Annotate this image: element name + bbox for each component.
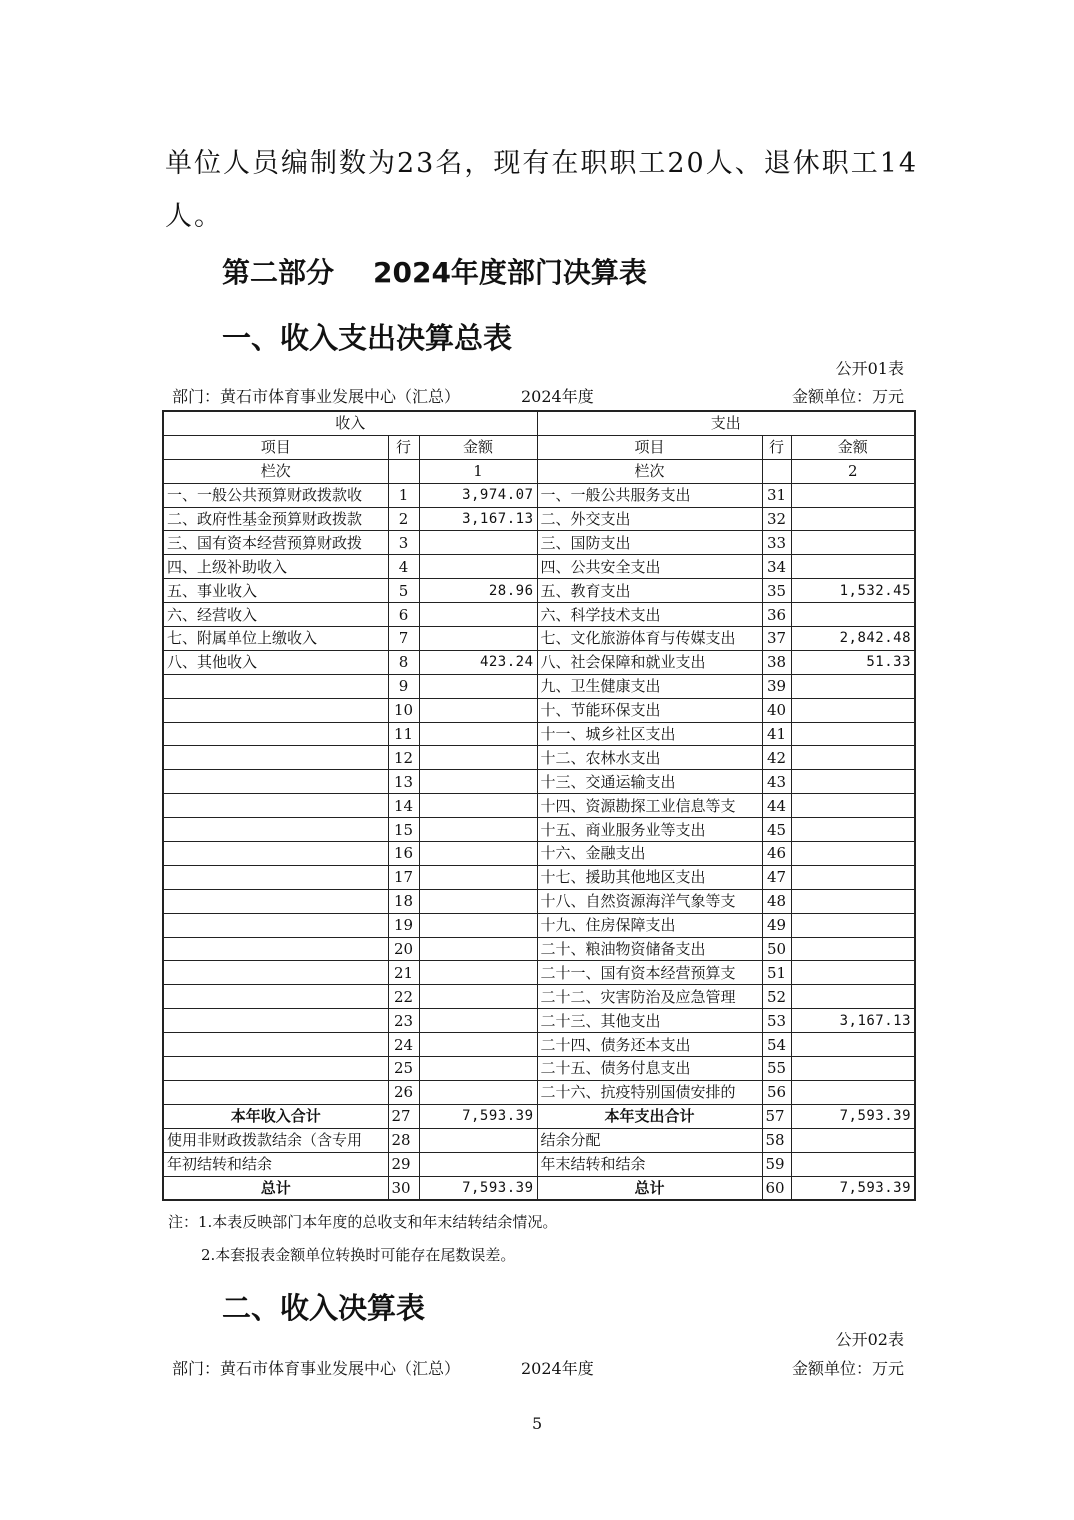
expense-item: 二十一、国有资本经营预算支 (537, 961, 762, 985)
grand-total-row (163, 1176, 915, 1200)
table-note-2: 2.本套报表金额单位转换时可能存在尾数误差。 (201, 1246, 516, 1264)
income-item (163, 1080, 388, 1104)
income-item (163, 818, 388, 842)
table-row (163, 483, 915, 507)
section1-unit: 金额单位：万元 (791, 387, 904, 406)
expense-amount (791, 865, 915, 889)
expense-item: 二十三、其他支出 (537, 1009, 762, 1033)
grand-expense-label: 总计 (537, 1176, 762, 1200)
grand-income-amount: 7,593.39 (419, 1176, 537, 1200)
income-item: 二、政府性基金预算财政拨款 (163, 507, 388, 531)
income-item (163, 913, 388, 937)
income-line: 11 (388, 722, 419, 746)
expense-item: 四、公共安全支出 (537, 555, 762, 579)
income-line: 5 (388, 579, 419, 603)
section1-table-code: 公开01表 (835, 359, 904, 378)
income-amount (419, 746, 537, 770)
expense-line: 38 (762, 650, 791, 674)
expense-amount: 51.33 (791, 650, 915, 674)
income-item: 五、事业收入 (163, 579, 388, 603)
nonfiscal-balance-row (163, 1128, 915, 1152)
income-item (163, 842, 388, 866)
year-income-total-line: 27 (388, 1104, 419, 1128)
income-item (163, 1009, 388, 1033)
expense-line: 44 (762, 794, 791, 818)
expense-amount: 3,167.13 (791, 1009, 915, 1033)
year-expense-total-line: 57 (762, 1104, 791, 1128)
table-row (163, 650, 915, 674)
expense-item: 十五、商业服务业等支出 (537, 818, 762, 842)
income-line: 24 (388, 1033, 419, 1057)
income-item-header: 项目 (163, 435, 388, 459)
section2-title: 二、收入决算表 (222, 1291, 426, 1325)
expense-item: 十二、农林水支出 (537, 746, 762, 770)
expense-line: 39 (762, 674, 791, 698)
income-line: 25 (388, 1057, 419, 1081)
income-amount (419, 627, 537, 651)
income-amount (419, 794, 537, 818)
expense-amount (791, 674, 915, 698)
section2-table-code: 公开02表 (835, 1330, 904, 1349)
income-item (163, 794, 388, 818)
expense-amount: 2,842.48 (791, 627, 915, 651)
table-row (163, 555, 915, 579)
expense-amount (791, 889, 915, 913)
expense-item: 十七、援助其他地区支出 (537, 865, 762, 889)
section1-title: 一、收入支出决算总表 (222, 321, 513, 355)
table-header-group-row (163, 411, 915, 435)
expense-line: 36 (762, 603, 791, 627)
expense-amount (791, 722, 915, 746)
income-item (163, 746, 388, 770)
expense-line: 47 (762, 865, 791, 889)
income-amount (419, 842, 537, 866)
expense-line: 33 (762, 531, 791, 555)
expense-item: 六、科学技术支出 (537, 603, 762, 627)
income-header: 收入 (163, 411, 537, 435)
table-row (163, 818, 915, 842)
income-item (163, 1033, 388, 1057)
income-amount (419, 937, 537, 961)
expense-amount (791, 985, 915, 1009)
table-row (163, 985, 915, 1009)
expense-amount (791, 818, 915, 842)
income-item: 六、经营收入 (163, 603, 388, 627)
expense-line: 53 (762, 1009, 791, 1033)
expense-item: 二十四、债务还本支出 (537, 1033, 762, 1057)
expense-line: 45 (762, 818, 791, 842)
income-line: 2 (388, 507, 419, 531)
expense-amount (791, 913, 915, 937)
table-row (163, 1080, 915, 1104)
income-line: 26 (388, 1080, 419, 1104)
nonfiscal-amount (419, 1128, 537, 1152)
expense-amount (791, 1080, 915, 1104)
end-balance-amount (791, 1152, 915, 1176)
income-amount: 3,974.07 (419, 483, 537, 507)
expense-line: 49 (762, 913, 791, 937)
income-amount (419, 985, 537, 1009)
expense-amount (791, 603, 915, 627)
income-line: 12 (388, 746, 419, 770)
section2-year: 2024年度 (521, 1359, 594, 1378)
income-col-row-blank (388, 459, 419, 483)
income-item (163, 1057, 388, 1081)
expense-item: 二十二、灾害防治及应急管理 (537, 985, 762, 1009)
income-amount: 28.96 (419, 579, 537, 603)
end-balance-label: 年末结转和结余 (537, 1152, 762, 1176)
income-item (163, 674, 388, 698)
expense-line: 42 (762, 746, 791, 770)
expense-item: 二、外交支出 (537, 507, 762, 531)
income-line: 20 (388, 937, 419, 961)
expense-amount-header: 金额 (791, 435, 915, 459)
expense-item: 十一、城乡社区支出 (537, 722, 762, 746)
income-item: 一、一般公共预算财政拨款收 (163, 483, 388, 507)
expense-item: 八、社会保障和就业支出 (537, 650, 762, 674)
carryover-row (163, 1152, 915, 1176)
table-row (163, 627, 915, 651)
table-note-1: 注：1.本表反映部门本年度的总收支和年末结转结余情况。 (168, 1213, 558, 1231)
expense-line: 32 (762, 507, 791, 531)
income-line: 8 (388, 650, 419, 674)
expense-item: 十、节能环保支出 (537, 698, 762, 722)
expense-line: 46 (762, 842, 791, 866)
income-line: 14 (388, 794, 419, 818)
expense-amount (791, 937, 915, 961)
income-amount (419, 1080, 537, 1104)
expense-item: 十八、自然资源海洋气象等支 (537, 889, 762, 913)
begin-balance-label: 年初结转和结余 (163, 1152, 388, 1176)
expense-item: 二十五、债务付息支出 (537, 1057, 762, 1081)
table-row (163, 794, 915, 818)
income-item (163, 985, 388, 1009)
income-line: 15 (388, 818, 419, 842)
expense-row-header: 行 (762, 435, 791, 459)
nonfiscal-label: 使用非财政拨款结余（含专用 (163, 1128, 388, 1152)
year-expense-total-label: 本年支出合计 (537, 1104, 762, 1128)
expense-amount (791, 531, 915, 555)
income-expense-summary-table (162, 410, 916, 1201)
table-row (163, 722, 915, 746)
expense-item: 二十、粮油物资储备支出 (537, 937, 762, 961)
expense-amount (791, 770, 915, 794)
income-amount (419, 1009, 537, 1033)
income-line: 6 (388, 603, 419, 627)
intro-paragraph: 单位人员编制数为23名，现有在职职工20人、退休职工14人。 (165, 148, 919, 232)
expense-amount (791, 483, 915, 507)
income-amount: 3,167.13 (419, 507, 537, 531)
income-col-label: 栏次 (163, 459, 388, 483)
expense-item: 二十六、抗疫特别国债安排的 (537, 1080, 762, 1104)
table-row (163, 842, 915, 866)
expense-line: 50 (762, 937, 791, 961)
expense-line: 37 (762, 627, 791, 651)
income-amount (419, 555, 537, 579)
expense-amount (791, 1057, 915, 1081)
distribution-label: 结余分配 (537, 1128, 762, 1152)
income-amount (419, 531, 537, 555)
section1-year: 2024年度 (521, 387, 594, 406)
nonfiscal-line: 28 (388, 1128, 419, 1152)
column-number-row (163, 459, 915, 483)
expense-line: 41 (762, 722, 791, 746)
income-line: 16 (388, 842, 419, 866)
expense-line: 56 (762, 1080, 791, 1104)
expense-item: 十九、住房保障支出 (537, 913, 762, 937)
expense-line: 35 (762, 579, 791, 603)
table-row (163, 937, 915, 961)
income-item: 四、上级补助收入 (163, 555, 388, 579)
expense-line: 55 (762, 1057, 791, 1081)
income-line: 13 (388, 770, 419, 794)
year-income-total-amount: 7,593.39 (419, 1104, 537, 1128)
distribution-line: 58 (762, 1128, 791, 1152)
expense-item-header: 项目 (537, 435, 762, 459)
expense-amount (791, 1033, 915, 1057)
table-row (163, 603, 915, 627)
income-line: 23 (388, 1009, 419, 1033)
grand-expense-amount: 7,593.39 (791, 1176, 915, 1200)
income-amount: 423.24 (419, 650, 537, 674)
expense-line: 34 (762, 555, 791, 579)
income-line: 1 (388, 483, 419, 507)
expense-line: 52 (762, 985, 791, 1009)
expense-line: 40 (762, 698, 791, 722)
table-row (163, 913, 915, 937)
expense-item: 十六、金融支出 (537, 842, 762, 866)
expense-amount (791, 746, 915, 770)
expense-item: 三、国防支出 (537, 531, 762, 555)
table-header-row (163, 435, 915, 459)
expense-col-number: 2 (791, 459, 915, 483)
grand-income-label: 总计 (163, 1176, 388, 1200)
table-row (163, 507, 915, 531)
table-row (163, 579, 915, 603)
income-amount (419, 865, 537, 889)
income-item: 八、其他收入 (163, 650, 388, 674)
income-item (163, 961, 388, 985)
income-line: 22 (388, 985, 419, 1009)
expense-line: 48 (762, 889, 791, 913)
expense-item: 十三、交通运输支出 (537, 770, 762, 794)
expense-col-label: 栏次 (537, 459, 762, 483)
begin-balance-amount (419, 1152, 537, 1176)
expense-line: 31 (762, 483, 791, 507)
income-line: 3 (388, 531, 419, 555)
expense-item: 十四、资源勘探工业信息等支 (537, 794, 762, 818)
table-row (163, 1009, 915, 1033)
income-row-header: 行 (388, 435, 419, 459)
income-line: 9 (388, 674, 419, 698)
table-row (163, 674, 915, 698)
expense-item: 九、卫生健康支出 (537, 674, 762, 698)
section2-unit: 金额单位：万元 (791, 1359, 904, 1378)
expense-amount (791, 507, 915, 531)
section1-department: 部门：黄石市体育事业发展中心（汇总） (172, 387, 461, 406)
income-item (163, 937, 388, 961)
page-number: 5 (532, 1414, 543, 1433)
expense-amount (791, 555, 915, 579)
income-line: 18 (388, 889, 419, 913)
table-row (163, 1057, 915, 1081)
income-line: 21 (388, 961, 419, 985)
income-item: 七、附属单位上缴收入 (163, 627, 388, 651)
expense-line: 43 (762, 770, 791, 794)
table-row (163, 531, 915, 555)
income-item (163, 722, 388, 746)
income-amount (419, 889, 537, 913)
expense-item: 一、一般公共服务支出 (537, 483, 762, 507)
expense-header: 支出 (537, 411, 915, 435)
expense-item: 七、文化旅游体育与传媒支出 (537, 627, 762, 651)
expense-line: 51 (762, 961, 791, 985)
income-amount (419, 818, 537, 842)
year-income-total-label: 本年收入合计 (163, 1104, 388, 1128)
income-line: 19 (388, 913, 419, 937)
income-item (163, 889, 388, 913)
expense-line: 54 (762, 1033, 791, 1057)
begin-balance-line: 29 (388, 1152, 419, 1176)
expense-item: 五、教育支出 (537, 579, 762, 603)
income-line: 17 (388, 865, 419, 889)
expense-amount (791, 842, 915, 866)
expense-amount (791, 794, 915, 818)
section2-department: 部门：黄石市体育事业发展中心（汇总） (172, 1359, 461, 1378)
table-row (163, 1033, 915, 1057)
income-line: 7 (388, 627, 419, 651)
income-amount (419, 913, 537, 937)
table-row (163, 961, 915, 985)
income-amount-header: 金额 (419, 435, 537, 459)
income-item (163, 865, 388, 889)
expense-amount (791, 961, 915, 985)
income-amount (419, 1057, 537, 1081)
expense-col-row-blank (762, 459, 791, 483)
income-item (163, 770, 388, 794)
year-expense-total-amount: 7,593.39 (791, 1104, 915, 1128)
grand-income-line: 30 (388, 1176, 419, 1200)
income-item (163, 698, 388, 722)
distribution-amount (791, 1128, 915, 1152)
income-amount (419, 1033, 537, 1057)
income-amount (419, 770, 537, 794)
end-balance-line: 59 (762, 1152, 791, 1176)
table-row (163, 698, 915, 722)
table-row (163, 746, 915, 770)
income-amount (419, 603, 537, 627)
expense-amount: 1,532.45 (791, 579, 915, 603)
income-line: 10 (388, 698, 419, 722)
income-line: 4 (388, 555, 419, 579)
income-col-number: 1 (419, 459, 537, 483)
grand-expense-line: 60 (762, 1176, 791, 1200)
income-item: 三、国有资本经营预算财政拨 (163, 531, 388, 555)
income-amount (419, 674, 537, 698)
table-row (163, 770, 915, 794)
part-title: 第二部分 2024年度部门决算表 (222, 256, 647, 289)
income-amount (419, 698, 537, 722)
table-row (163, 889, 915, 913)
table-row (163, 865, 915, 889)
income-amount (419, 961, 537, 985)
income-amount (419, 722, 537, 746)
year-total-row (163, 1104, 915, 1128)
expense-amount (791, 698, 915, 722)
